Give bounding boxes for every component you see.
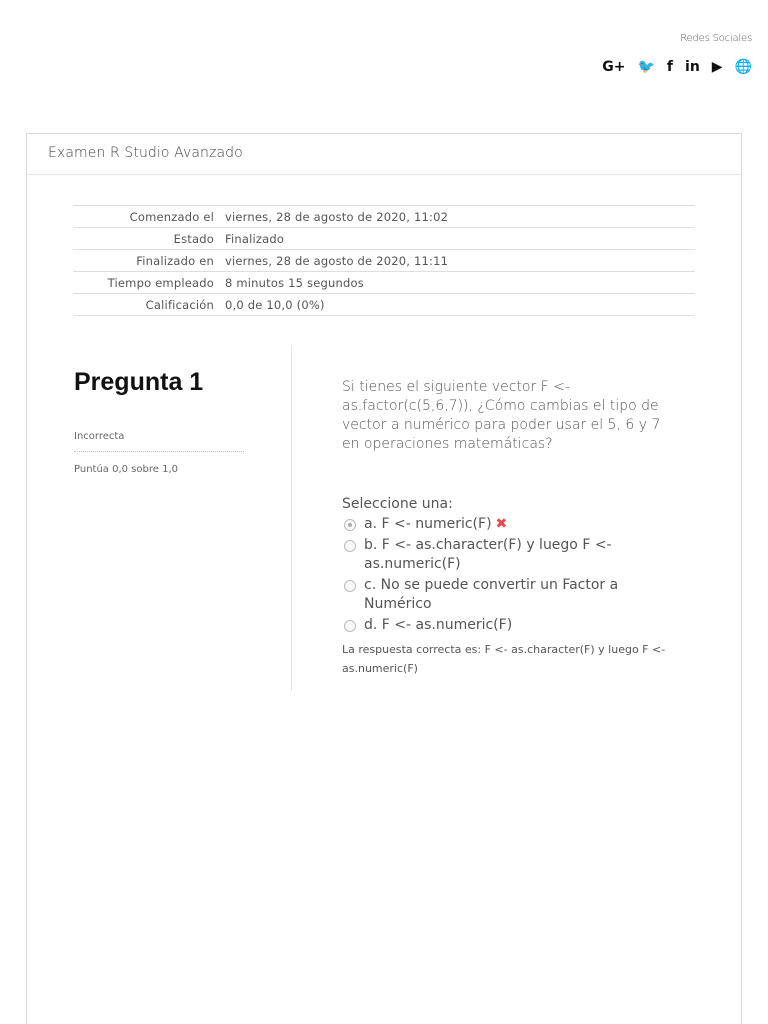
card-header	[27, 134, 741, 175]
summary-value: 0,0 de 10,0 (0%)	[225, 297, 325, 312]
summary-value: viernes, 28 de agosto de 2020, 11:11	[225, 253, 449, 268]
question-text: Si tienes el siguiente vector F <- as.factor(c(5,6,7)), ¿Cómo cambias el tipo de vector a numérico para poder usar el 5, 6 y 7 en operaciones matemáticas?	[342, 379, 661, 452]
answer-option-d[interactable]	[342, 616, 672, 635]
radio-b[interactable]	[344, 540, 356, 552]
summary-row	[73, 250, 695, 272]
social-icons	[602, 59, 752, 75]
twitter-icon[interactable]: 🐦	[637, 59, 655, 75]
linkedin-icon[interactable]: in	[685, 59, 700, 75]
exam-title: Examen R Studio Avanzado	[48, 145, 243, 161]
answer-label: a. F <- numeric(F)	[364, 516, 492, 532]
answer-label: c. No se puede convertir un Factor a Numérico	[364, 577, 619, 612]
question-grade: Puntúa 0,0 sobre 1,0	[74, 464, 178, 475]
summary-label: Estado	[173, 231, 214, 246]
question-title: Pregunta 1	[74, 368, 204, 396]
radio-d[interactable]	[344, 620, 356, 632]
question-state: Incorrecta	[74, 431, 244, 452]
answer-prompt: Seleccione una:	[342, 496, 453, 512]
summary-row	[73, 272, 695, 294]
google-plus-icon[interactable]: G+	[602, 59, 626, 75]
summary-label: Calificación	[145, 297, 214, 312]
answer-label: d. F <- as.numeric(F)	[364, 617, 513, 633]
summary-row	[73, 294, 695, 316]
summary-label: Tiempo empleado	[107, 275, 214, 290]
attempt-summary-table	[73, 205, 695, 316]
social-title: Redes Sociales	[680, 33, 752, 44]
correct-answer-feedback: La respuesta correcta es: F <- as.character(F) y luego F <- as.numeric(F)	[342, 643, 666, 675]
summary-value: Finalizado	[225, 231, 285, 246]
radio-c[interactable]	[344, 580, 356, 592]
radio-a[interactable]	[344, 519, 356, 531]
question-content	[342, 378, 672, 678]
exam-card	[26, 133, 742, 1024]
answer-label: b. F <- as.character(F) y luego F <- as.numeric(F)	[364, 537, 612, 572]
globe-icon[interactable]: 🌐	[734, 59, 752, 75]
summary-value: 8 minutos 15 segundos	[225, 275, 364, 290]
question-info	[74, 368, 244, 475]
incorrect-icon: ✖	[495, 516, 508, 532]
summary-label: Comenzado el	[129, 209, 214, 224]
summary-row	[73, 228, 695, 250]
summary-value: viernes, 28 de agosto de 2020, 11:02	[225, 209, 449, 224]
answer-option-c[interactable]	[342, 576, 672, 614]
answer-option-b[interactable]	[342, 536, 672, 574]
summary-row	[73, 206, 695, 228]
question-divider	[291, 345, 292, 691]
youtube-icon[interactable]: ▶	[711, 59, 723, 75]
social-header	[602, 33, 752, 75]
summary-label: Finalizado en	[136, 253, 214, 268]
facebook-icon[interactable]: f	[666, 59, 674, 75]
answer-option-a[interactable]	[342, 515, 672, 534]
answer-options	[342, 515, 672, 635]
